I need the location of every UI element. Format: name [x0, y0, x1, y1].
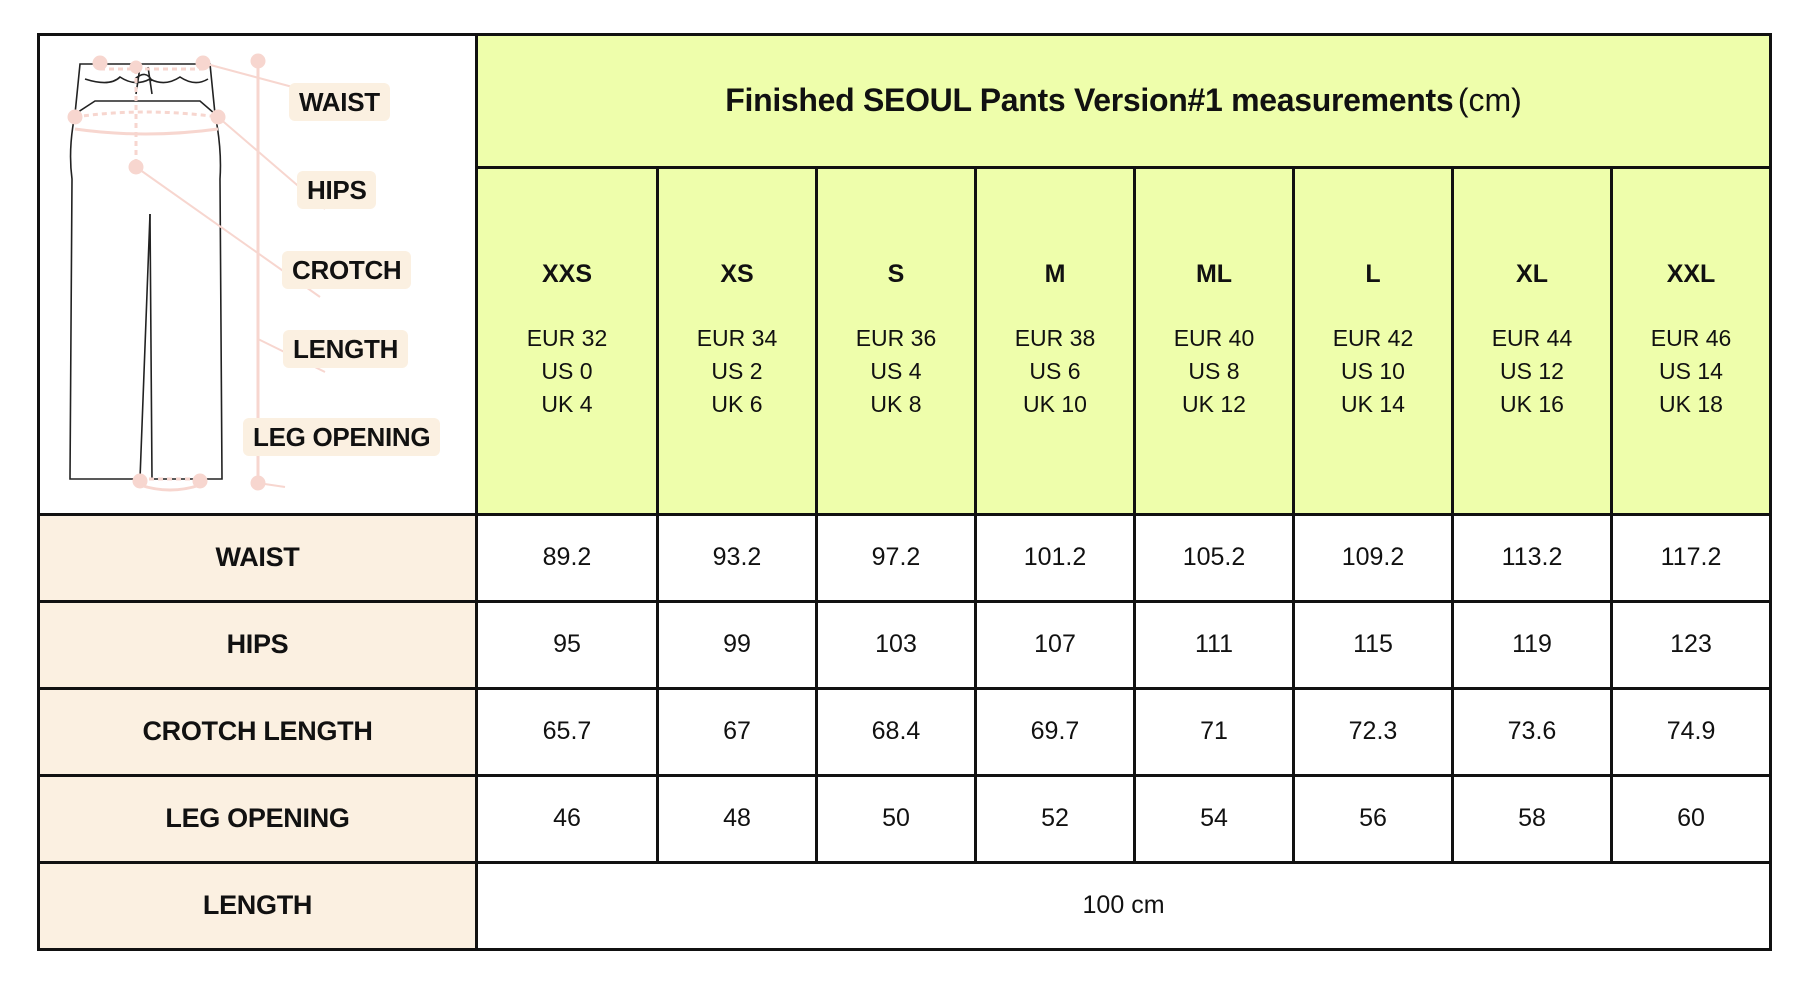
- callout-crotch: CROTCH: [282, 251, 411, 289]
- size-chart: [37, 33, 1769, 951]
- table-row-waist: [39, 514, 1771, 601]
- table-cell: 111: [1135, 601, 1294, 688]
- size-header: [976, 167, 1135, 514]
- table-cell: 123: [1612, 601, 1771, 688]
- table-cell: 65.7: [477, 688, 658, 775]
- size-eur: EUR 40: [1173, 325, 1255, 352]
- table-cell: 93.2: [658, 514, 817, 601]
- callout-length: LENGTH: [283, 330, 408, 368]
- row-label: HIPS: [39, 601, 477, 688]
- row-label: CROTCH LENGTH: [39, 688, 477, 775]
- size-eur: EUR 36: [855, 325, 937, 352]
- size-code: XXS: [541, 260, 593, 289]
- table-cell: 115: [1294, 601, 1453, 688]
- chart-title: [477, 35, 1771, 168]
- size-uk: UK 10: [1023, 391, 1087, 418]
- pants-diagram-cell: [39, 35, 477, 515]
- table-cell: 67: [658, 688, 817, 775]
- size-uk: UK 4: [541, 391, 593, 418]
- row-label: LEG OPENING: [39, 775, 477, 862]
- table-row-length: [39, 862, 1771, 949]
- size-uk: UK 18: [1659, 391, 1723, 418]
- size-code: M: [1044, 260, 1066, 289]
- table-cell: 48: [658, 775, 817, 862]
- table-cell: 95: [477, 601, 658, 688]
- row-label: WAIST: [39, 514, 477, 601]
- table-cell: 73.6: [1453, 688, 1612, 775]
- table-cell: 97.2: [817, 514, 976, 601]
- size-eur: EUR 42: [1332, 325, 1414, 352]
- size-code: S: [887, 260, 905, 289]
- table-cell: 71: [1135, 688, 1294, 775]
- table-cell: 89.2: [477, 514, 658, 601]
- size-eur: EUR 34: [696, 325, 778, 352]
- table-cell: 119: [1453, 601, 1612, 688]
- table-row-leg-opening: [39, 775, 1771, 862]
- size-uk: UK 14: [1341, 391, 1405, 418]
- table-row-crotch-length: [39, 688, 1771, 775]
- size-header: [1294, 167, 1453, 514]
- table-row-hips: [39, 601, 1771, 688]
- size-header: [817, 167, 976, 514]
- size-us: US 0: [541, 358, 593, 385]
- table-cell: 117.2: [1612, 514, 1771, 601]
- size-uk: UK 12: [1182, 391, 1246, 418]
- size-us: US 6: [1029, 358, 1081, 385]
- table-cell: 60: [1612, 775, 1771, 862]
- size-code: XL: [1516, 260, 1548, 289]
- size-header: [477, 167, 658, 514]
- callout-leg-opening: LEG OPENING: [243, 418, 440, 456]
- table-cell: 54: [1135, 775, 1294, 862]
- table-cell: 109.2: [1294, 514, 1453, 601]
- table-cell: 103: [817, 601, 976, 688]
- table-cell: 68.4: [817, 688, 976, 775]
- size-us: US 10: [1341, 358, 1405, 385]
- size-uk: UK 8: [870, 391, 922, 418]
- table-cell: 105.2: [1135, 514, 1294, 601]
- size-code: L: [1365, 260, 1381, 289]
- size-eur: EUR 44: [1491, 325, 1573, 352]
- callout-hips: HIPS: [297, 171, 376, 209]
- table-cell: 46: [477, 775, 658, 862]
- table-cell: 107: [976, 601, 1135, 688]
- pants-diagram: [40, 39, 473, 509]
- size-code: ML: [1195, 260, 1233, 289]
- size-us: US 2: [711, 358, 763, 385]
- title-unit: (cm): [1457, 82, 1522, 119]
- size-eur: EUR 46: [1650, 325, 1732, 352]
- size-us: US 8: [1188, 358, 1240, 385]
- size-eur: EUR 32: [526, 325, 608, 352]
- table-cell: 50: [817, 775, 976, 862]
- size-header: [1453, 167, 1612, 514]
- size-table: [37, 33, 1772, 951]
- table-cell: 52: [976, 775, 1135, 862]
- row-label: LENGTH: [39, 862, 477, 949]
- size-us: US 14: [1659, 358, 1723, 385]
- callout-waist: WAIST: [289, 83, 390, 121]
- table-cell: 74.9: [1612, 688, 1771, 775]
- table-cell: 69.7: [976, 688, 1135, 775]
- size-uk: UK 6: [711, 391, 763, 418]
- measurement-guides: [69, 55, 264, 490]
- table-cell: 101.2: [976, 514, 1135, 601]
- size-header: [1135, 167, 1294, 514]
- table-cell: 99: [658, 601, 817, 688]
- length-value: 100 cm: [477, 862, 1771, 949]
- size-header: [1612, 167, 1771, 514]
- size-eur: EUR 38: [1014, 325, 1096, 352]
- size-us: US 12: [1500, 358, 1564, 385]
- size-code: XS: [720, 260, 754, 289]
- table-cell: 58: [1453, 775, 1612, 862]
- title-main: Finished SEOUL Pants Version#1 measurements: [725, 82, 1454, 119]
- table-cell: 72.3: [1294, 688, 1453, 775]
- size-header: [658, 167, 817, 514]
- size-uk: UK 16: [1500, 391, 1564, 418]
- size-us: US 4: [870, 358, 922, 385]
- table-cell: 56: [1294, 775, 1453, 862]
- table-cell: 113.2: [1453, 514, 1612, 601]
- pants-outline-icon: [70, 64, 222, 479]
- size-code: XXL: [1666, 260, 1716, 289]
